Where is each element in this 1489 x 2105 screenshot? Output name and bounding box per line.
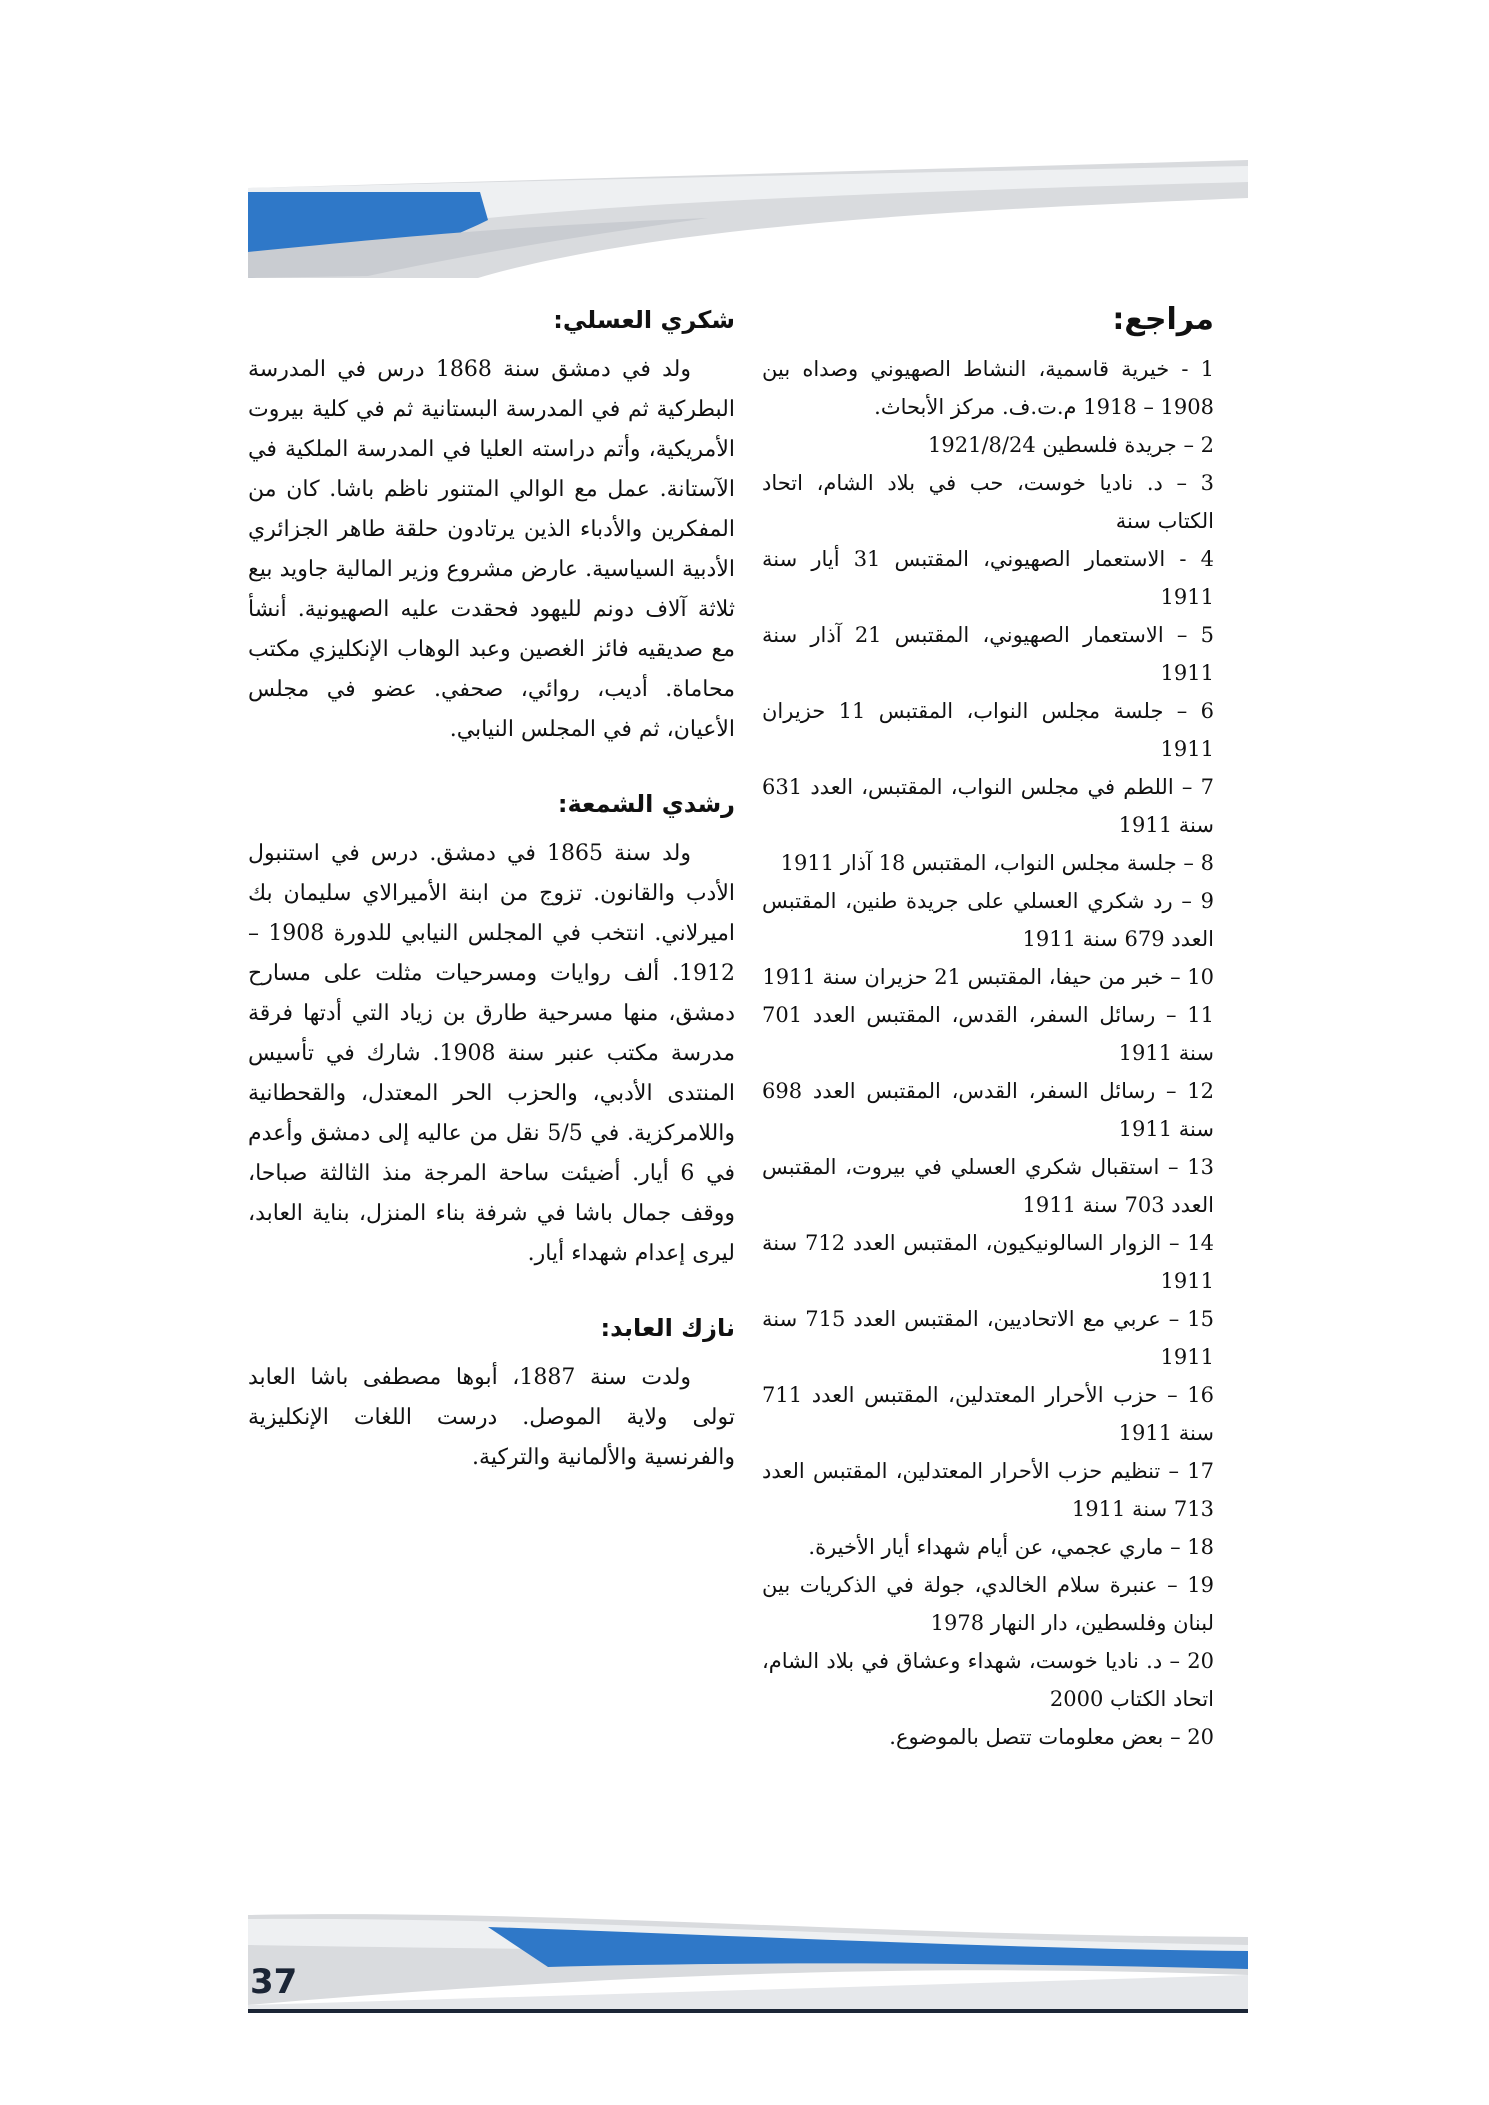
page-number: 37 <box>250 1962 298 2002</box>
reference-item: 11 – رسائل السفر، القدس، المقتبس العدد 701 سنة 1911 <box>762 1003 1214 1065</box>
reference-item: 19 – عنبرة سلام الخالدي، جولة في الذكريات بين لبنان وفلسطين، دار النهار 1978 <box>762 1573 1214 1635</box>
reference-item: 6 – جلسة مجلس النواب، المقتبس 11 حزيران 1911 <box>762 699 1214 761</box>
biography-rushdi-al-shamaa <box>248 786 735 1274</box>
reference-item: 10 – خبر من حيفا، المقتبس 21 حزيران سنة 1911 <box>762 965 1214 989</box>
references-list <box>762 350 1214 1756</box>
reference-item: 17 – تنظيم حزب الأحرار المعتدلين، المقتبس العدد 713 سنة 1911 <box>762 1459 1214 1521</box>
biography-text: ولد سنة 1865 في دمشق. درس في استنبول الأدب والقانون. تزوج من ابنة الأميرالاي سليمان بك اميرلاني. انتخب في المجلس النيابي للدورة 1908 – 1912. ألف روايات ومسرحيات مثلت على مسارح دمشق، منها مسرحية طارق بن زياد التي أدتها فرقة مدرسة مكتب عنبر سنة 1908. شارك في تأسيس المنتدى الأدبي، والحزب الحر المعتدل، والقحطانية واللامركزية. في 5/5 نقل من عاليه إلى دمشق وأعدم في 6 أيار. أضيئت ساحة المرجة منذ الثالثة صباحا، ووقف جمال باشا في شرفة بناء المنزل، بناية العابد، ليرى إعدام شهداء أيار. <box>248 841 736 1266</box>
biography-nazik-al-abid <box>248 1310 735 1478</box>
reference-item: 14 – الزوار السالونيكيون، المقتبس العدد 712 سنة 1911 <box>762 1231 1214 1293</box>
reference-item: 8 – جلسة مجلس النواب، المقتبس 18 آذار 1911 <box>780 851 1214 875</box>
reference-item: 12 – رسائل السفر، القدس، المقتبس العدد 698 سنة 1911 <box>762 1079 1214 1141</box>
biography-heading: رشدي الشمعة: <box>557 790 735 818</box>
references-heading: مراجع: <box>1112 302 1214 337</box>
header-title: شهداء أيار في مواجهة الصهيونية <box>21 195 209 249</box>
biography-text: ولدت سنة 1887، أبوها مصطفى باشا العابد تولى ولاية الموصل. درست اللغات الإنكليزية والفرنسية والألمانية والتركية. <box>248 1365 735 1470</box>
reference-item: 13 – استقبال شكري العسلي في بيروت، المقتبس العدد 703 سنة 1911 <box>762 1155 1214 1217</box>
biography-heading: نازك العابد: <box>600 1314 735 1342</box>
footer-swoosh <box>248 1905 1248 2015</box>
reference-item: 20 – د. ناديا خوست، شهداء وعشاق في بلاد الشام، اتحاد الكتاب 2000 <box>762 1649 1214 1711</box>
reference-item: 15 – عربي مع الاتحاديين، المقتبس العدد 715 سنة 1911 <box>762 1307 1214 1369</box>
biography-shukri-al-asali <box>248 302 735 750</box>
reference-item: 5 – الاستعمار الصهيوني، المقتبس 21 آذار سنة 1911 <box>762 623 1214 685</box>
reference-item: 3 – د. ناديا خوست، حب في بلاد الشام، اتحاد الكتاب سنة <box>762 471 1214 533</box>
reference-item: 7 – اللطم في مجلس النواب، المقتبس، العدد 631 سنة 1911 <box>762 775 1214 837</box>
biographies-column <box>248 302 735 1514</box>
reference-item: 9 – رد شكري العسلي على جريدة طنين، المقتبس العدد 679 سنة 1911 <box>762 889 1214 951</box>
references-column <box>762 302 1214 1756</box>
header-swoosh <box>248 160 1248 280</box>
biography-text: ولد في دمشق سنة 1868 درس في المدرسة البطركية ثم في المدرسة البستانية ثم في كلية بيروت الأمريكية، وأتم دراسته العليا في المدرسة الملكية في الآستانة. عمل مع الوالي المتنور ناظم باشا. كان من المفكرين والأدباء الذين يرتادون حلقة طاهر الجزائري الأدبية السياسية. عارض مشروع وزير المالية جاويد بيع ثلاثة آلاف دونم لليهود فحقدت عليه الصهيونية. أنشأ مع صديقيه فائز الغصين وعبد الوهاب الإنكليزي مكتب محاماة. أديب، روائي، صحفي. عضو في مجلس الأعيان، ثم في المجلس النيابي. <box>248 357 735 742</box>
reference-item: 20 – بعض معلومات تتصل بالموضوع. <box>889 1725 1214 1749</box>
reference-item: 2 – جريدة فلسطين 1921/8/24 <box>928 433 1214 457</box>
reference-item: 18 – ماري عجمي، عن أيام شهداء أيار الأخيرة. <box>808 1535 1214 1559</box>
reference-item: 16 – حزب الأحرار المعتدلين، المقتبس العدد 711 سنة 1911 <box>762 1383 1214 1445</box>
biography-heading: شكري العسلي: <box>553 306 735 334</box>
header-band <box>248 160 1248 280</box>
reference-item: 1 - خيرية قاسمية، النشاط الصهيوني وصداه بين 1908 – 1918 م.ت.ف. مركز الأبحاث. <box>762 357 1214 419</box>
reference-item: 4 - الاستعمار الصهيوني، المقتبس 31 أيار سنة 1911 <box>762 547 1215 609</box>
footer-band <box>248 1905 1248 2015</box>
